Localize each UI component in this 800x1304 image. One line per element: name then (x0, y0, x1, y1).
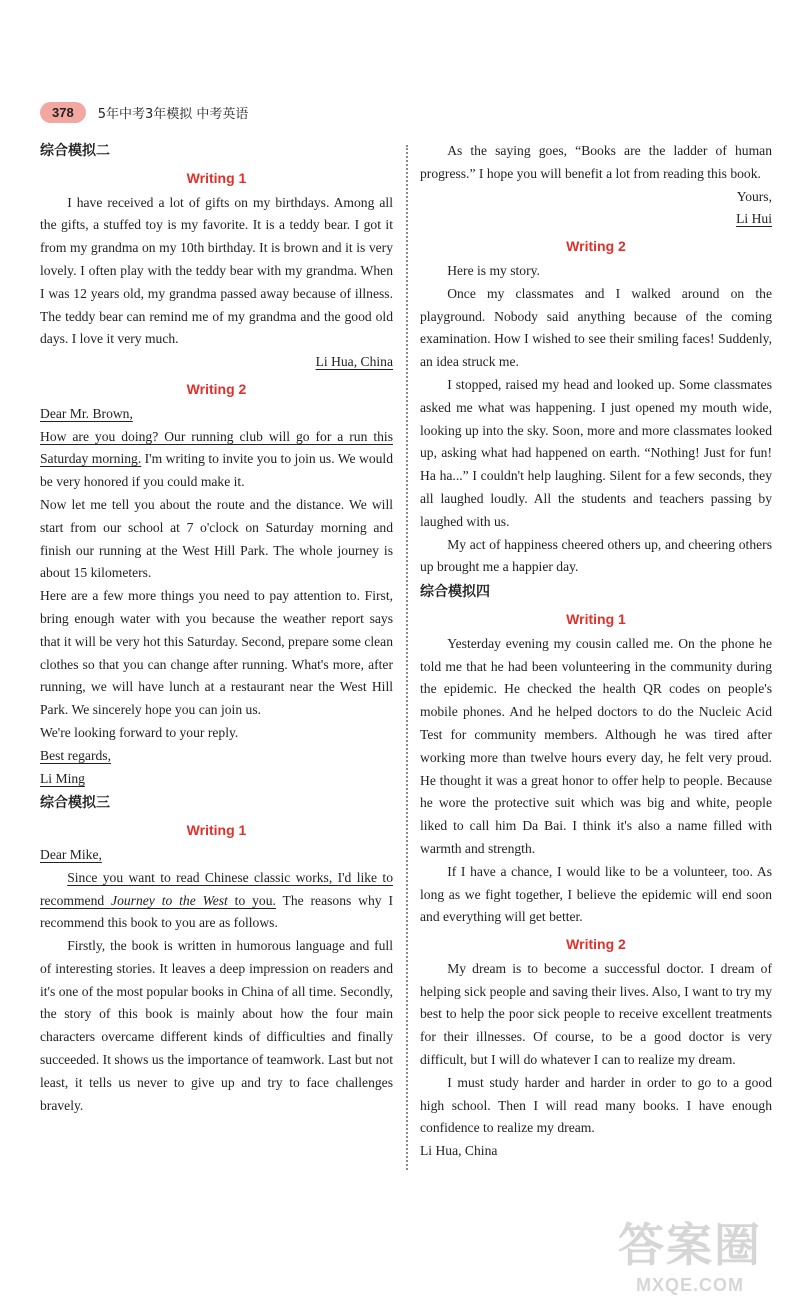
page-header (40, 100, 248, 124)
paragraph: Since you want to read Chinese classic works, I'd like to recommend Journey to the West to you. The reasons why I recommend this book to you are as follows. (40, 869, 393, 931)
paragraph: Yesterday evening my cousin called me. On the phone he told me that he had been volunteering in the community during the epidemic. He checked the health QR codes on people's mobile phones. And he helped doctors to do the Nucleic Acid Test for community members. Although he was tired after working more than twelve hours every day, he felt very proud. He thought it was a great honor to offer help to people. Because he wore the protective suit which was big and white, people liked to call him Da Bai. I think it's also a name filled with warmth and strength. (420, 635, 772, 856)
right-column (420, 140, 772, 1163)
paragraph: My dream is to become a successful doctor. I dream of helping sick people and saving their lives. Also, I want to try my best to help the poor sick people to receive excellent treatments for their illnesses. Of course, to be a good doctor is very difficult, but I will do whatever I can to realize my dream. (420, 960, 772, 1068)
signature: Li Hua, China (315, 354, 393, 370)
paragraph: Firstly, the book is written in humorous language and full of interesting stories. It leaves a deep impression on readers and it's one of the most popular books in China of all time. Secondly, the story of this book is mainly about how the four main characters overcame different kinds of difficulties and finally succeeded. It shows us the importance of teamwork. Last but not least, it tells us never to give up and try to face challenges bravely. (40, 938, 393, 1113)
signature: Li Hua, China (420, 1143, 498, 1159)
paragraph: I must study harder and harder in order to go to a good high school. Then I will read many books. I have enough confidence to realize my dream. (420, 1074, 772, 1136)
section-title: 综合模拟二 (40, 143, 110, 159)
letter-name: Li Ming (40, 770, 85, 786)
letter-closing: Best regards, (40, 747, 111, 763)
page-number: 378 (40, 102, 86, 123)
letter-greeting: Dear Mike, (40, 846, 102, 862)
paragraph: As the saying goes, “Books are the ladder of human progress.” I hope you will benefit a lot from reading this book. (420, 143, 772, 181)
letter-name: Li Hui (736, 211, 772, 227)
watermark-url: MXQE.COM (635, 1275, 744, 1295)
paragraph: I have received a lot of gifts on my birthdays. Among all the gifts, a stuffed toy is my favorite. It is a teddy bear. I got it from my grandma on my 10th birthday. It is brown and it is very lovely. I often play with the teddy bear with my grandma. When I was 12 years old, my grandma passed away because of illness. The teddy bear can remind me of my grandma and the good old days. I love it very much. (40, 194, 393, 347)
writing-title: Writing 2 (186, 380, 247, 397)
paragraph: My act of happiness cheered others up, and cheering others up brought me a happier day. (420, 536, 772, 575)
paragraph: Here are a few more things you need to pay attention to. First, bring enough water with you because the weather report says that it will be very hot this Saturday. Second, prepare some clean clothes so that you can change after running. What's more, after running, we will have lunch at a restaurant near the West Hill Park. We sincerely hope you can join us. (40, 588, 393, 718)
paragraph: Once my classmates and I walked around on the playground. Nobody said anything because of the coming examination. How I wished to see their smiling faces! Suddenly, an idea struck me. (420, 285, 772, 370)
letter-closing: Yours, (736, 188, 772, 204)
paragraph: Now let me tell you about the route and the distance. We will start from our school at 7 o'clock on Saturday morning and finish our running at the West Hill Park. The whole journey is about 15 kilometers. (40, 496, 393, 581)
writing-title: Writing 1 (566, 610, 626, 627)
column-divider (406, 145, 408, 1170)
paragraph: How are you doing? Our running club will go for a run this Saturday morning. I'm writing to invite you to join us. We would be very honored if you could make it. (40, 428, 393, 490)
paragraph: We're looking forward to your reply. (40, 724, 239, 740)
book-title: 5年中考3年模拟 中考英语 (97, 106, 249, 122)
left-column (40, 138, 393, 1117)
paragraph: Here is my story. (447, 262, 540, 278)
writing-title: Writing 2 (566, 936, 626, 953)
letter-greeting: Dear Mr. Brown, (40, 405, 133, 421)
writing-title: Writing 1 (186, 822, 247, 839)
watermark-text: 答案圈 (618, 1218, 762, 1272)
paragraph: I stopped, raised my head and looked up. Some classmates asked me what was happening. I just opened my mouth wide, looking up into the sky. Soon, more and more classmates looked up, asking what had happened on earth. “Nothing! Just for fun! Ha ha...” I couldn't help laughing. Silent for a few seconds, they all laughed loudly. All the students and teachers passing by laughed with us. (420, 376, 772, 529)
watermark-logo (600, 1209, 780, 1296)
paragraph: If I have a chance, I would like to be a volunteer, too. As long as we fight together, I believe the epidemic will end soon and everything will get better. (420, 863, 772, 925)
writing-title: Writing 2 (566, 238, 626, 255)
section-title: 综合模拟三 (40, 795, 110, 812)
section-title: 综合模拟四 (420, 584, 490, 601)
writing-title: Writing 1 (186, 169, 247, 186)
